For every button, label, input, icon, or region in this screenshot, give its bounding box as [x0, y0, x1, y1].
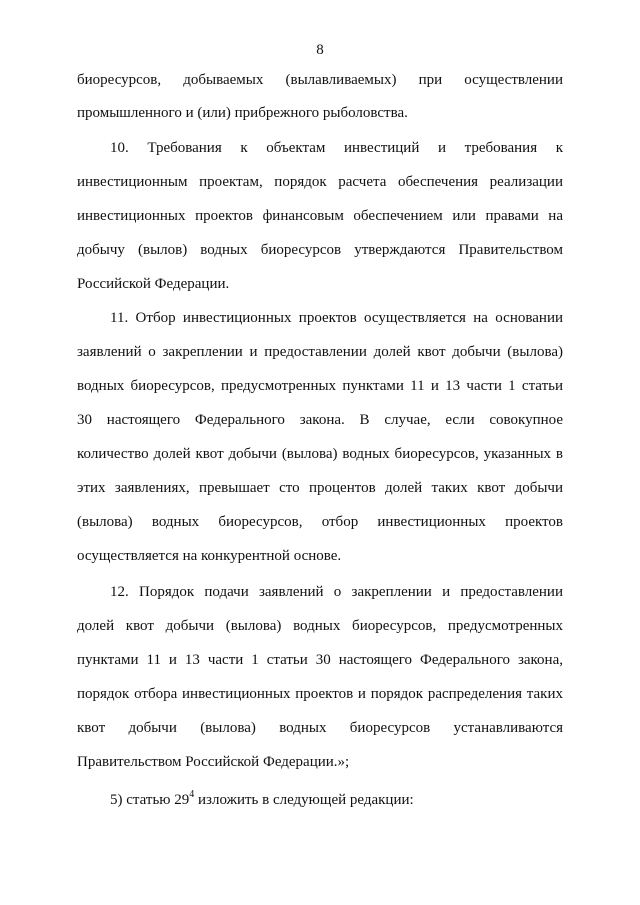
text-line: 30 настоящего Федерального закона. В случае, если совокупное — [77, 412, 563, 428]
text-line: этих заявлениях, превышает сто процентов долей таких квот добычи — [77, 480, 563, 496]
text-line: биоресурсов, добываемых (вылавливаемых) при осуществлении — [77, 72, 563, 88]
text-line: пунктами 11 и 13 части 1 статьи 30 настоящего Федерального закона, — [77, 652, 563, 668]
item-5-text-before: 5) статью 29 — [110, 792, 190, 808]
item-5-text-after: изложить в следующей редакции: — [194, 792, 414, 808]
text-line: добычу (вылов) водных биоресурсов утверждаются Правительством — [77, 242, 563, 258]
text-line: Российской Федерации. — [77, 276, 230, 292]
text-line: количество долей квот добычи (вылова) водных биоресурсов, указанных в — [77, 446, 563, 462]
text-line: долей квот добычи (вылова) водных биоресурсов, предусмотренных — [77, 618, 563, 634]
text-line: инвестиционным проектам, порядок расчета обеспечения реализации — [77, 174, 563, 190]
text-line: 10. Требования к объектам инвестиций и требования к — [110, 140, 563, 156]
page-number: 8 — [316, 42, 324, 58]
text-line: осуществляется на конкурентной основе. — [77, 548, 342, 564]
text-line: промышленного и (или) прибрежного рыболовства. — [77, 105, 408, 121]
text-line: 11. Отбор инвестиционных проектов осуществляется на основании — [110, 310, 563, 326]
article-superscript: 4 — [189, 789, 195, 800]
text-line: Правительством Российской Федерации.»; — [77, 754, 350, 770]
text-line-item-5 — [110, 790, 563, 810]
text-line: заявлений о закреплении и предоставлении долей квот добычи (вылова) — [77, 344, 563, 360]
text-line: (вылова) водных биоресурсов, отбор инвестиционных проектов — [77, 514, 563, 530]
text-line: водных биоресурсов, предусмотренных пунктами 11 и 13 части 1 статьи — [77, 378, 563, 394]
text-line: квот добычи (вылова) водных биоресурсов устанавливаются — [77, 720, 563, 736]
text-line: 12. Порядок подачи заявлений о закреплении и предоставлении — [110, 584, 563, 600]
text-line: инвестиционных проектов финансовым обеспечением или правами на — [77, 208, 563, 224]
text-line: порядок отбора инвестиционных проектов и порядок распределения таких — [77, 686, 563, 702]
